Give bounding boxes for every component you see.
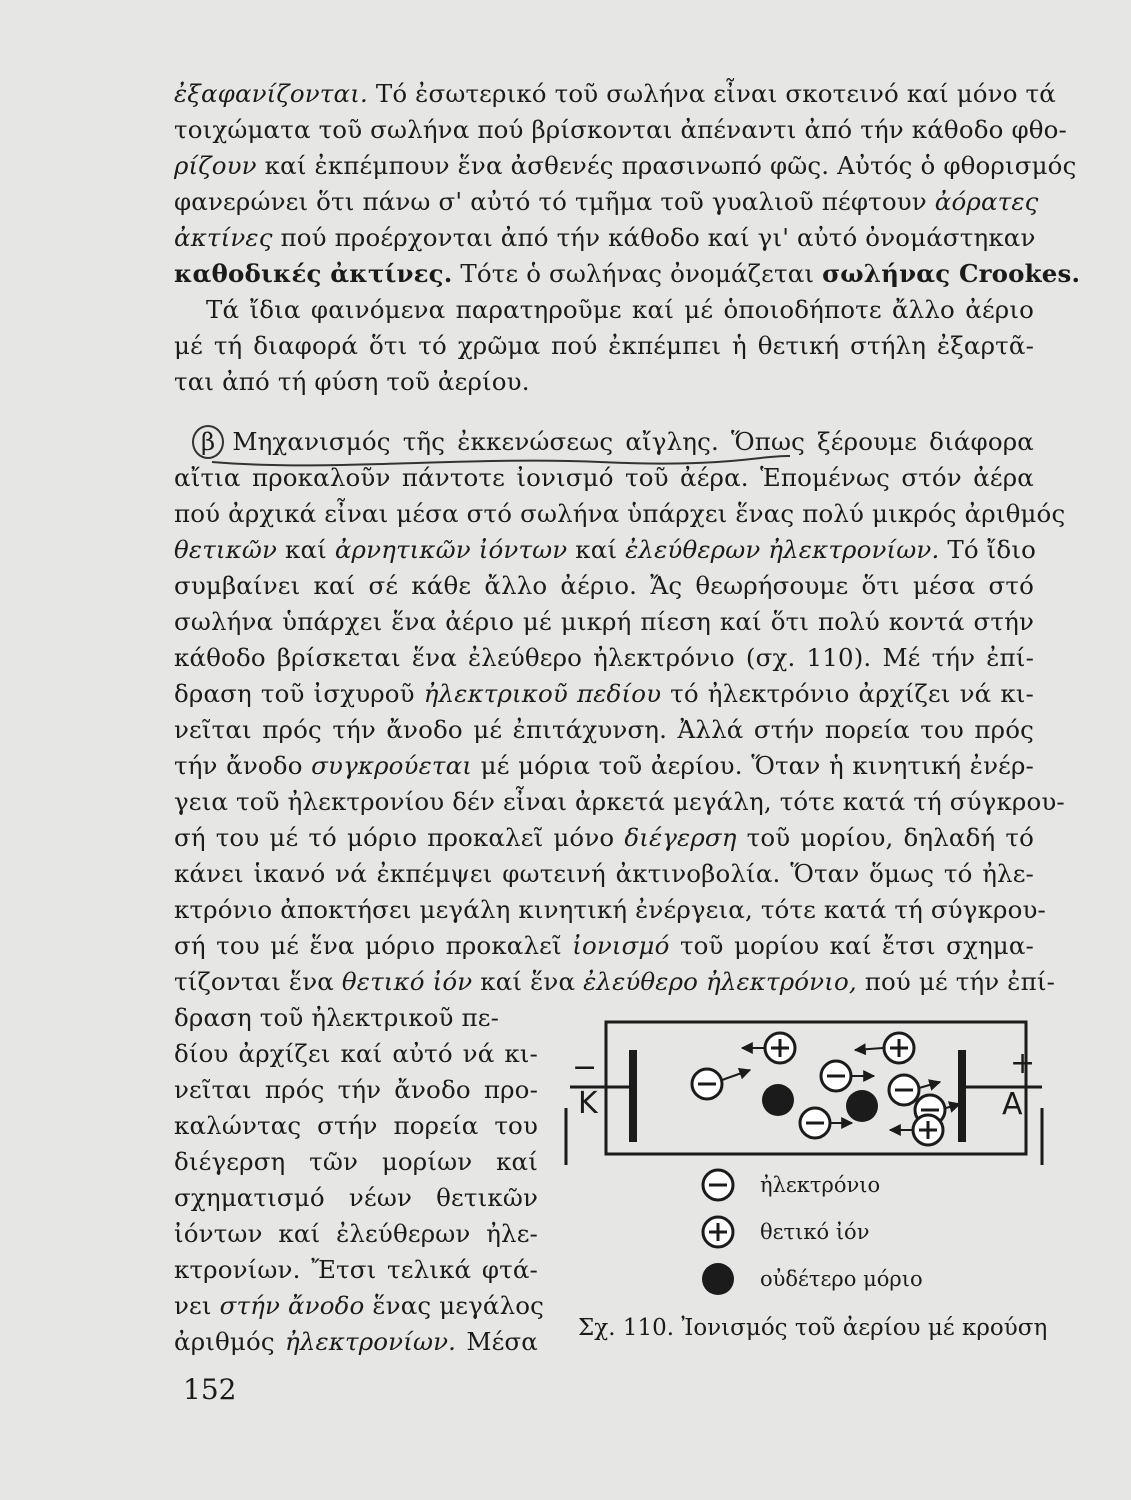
text-line: κάνει ἱκανό νά ἐκπέμψει φωτεινή ἀκτινοβολία. Ὅταν ὅμως τό ἠλε- (174, 859, 1034, 888)
motion-arrow (946, 1104, 960, 1108)
motion-arrow (855, 1048, 883, 1050)
text-line: τίζονται ἕνα θετικό ἰόν καί ἕνα ἐλεύθερο ἠλεκτρόνιο, πού μέ τήν ἐπί- (174, 967, 1056, 996)
anode-plate (958, 1050, 966, 1142)
section-heading: β Μηχανισμός τῆς ἐκκενώσεως αἴγλης. Ὅπως ξέρουμε διάφορα (192, 424, 1034, 460)
anode-label: A (1002, 1087, 1023, 1122)
text-line: σωλήνα ὑπάρχει ἕνα ἀέριο μέ μικρή πίεση καί ὅτι πολύ κοντά στήν (174, 607, 1034, 636)
text-line: σή του μέ τό μόριο προκαλεῖ μόνο διέγερση τοῦ μορίου, δηλαδή τό (174, 823, 1034, 852)
electron-particle (889, 1075, 919, 1105)
text-line: κάθοδο βρίσκεται ἕνα ἐλεύθερο ἠλεκτρόνιο (σχ. 110). Μέ τήν ἐπί- (174, 643, 1034, 672)
text-line: σή του μέ ἕνα μόριο προκαλεῖ ἰονισμό τοῦ μορίου καί ἔτσι σχημα- (174, 931, 1034, 960)
text-line: θετικῶν καί ἀρνητικῶν ἰόντων καί ἐλεύθερων ἠλεκτρονίων. Τό ἴδιο (174, 535, 1036, 564)
motion-arrow (722, 1070, 750, 1080)
positive-ion-particle (913, 1115, 943, 1145)
text-line: πού ἀρχικά εἶναι μέσα στό σωλήνα ὑπάρχει ἕνας πολύ μικρός ἀριθμός (174, 499, 1066, 528)
legend-electron-icon (703, 1170, 733, 1200)
cathode-label: K (578, 1086, 598, 1121)
text-line: σχηματισμό νέων θετικῶν (174, 1183, 538, 1212)
text-line: ἀριθμός ἠλεκτρονίων. Μέσα (174, 1327, 538, 1356)
text-line: ται ἀπό τή φύση τοῦ ἀερίου. (174, 367, 530, 396)
text-line: ἐξαφανίζονται. Τό ἐσωτερικό τοῦ σωλήνα εἶναι σκοτεινό καί μόνο τά (174, 79, 1056, 108)
text-line: ἰόντων καί ἐλεύθερων ἠλε- (174, 1219, 538, 1248)
text-line: κτρόνιο ἀποκτήσει μεγάλη κινητική ἐνέργεια, τότε κατά τή σύγκρου- (174, 895, 1046, 924)
neutral-molecule-particle (762, 1084, 794, 1116)
text-line: νεῖται πρός τήν ἄνοδο προ- (174, 1075, 538, 1104)
text-line: νει στήν ἄνοδο ἕνας μεγάλος (174, 1291, 545, 1320)
text-line: κτρονίων. Ἔτσι τελικά φτά- (174, 1255, 538, 1284)
text-line: καθοδικές ἀκτίνες. Τότε ὁ σωλήνας ὀνομάζεται σωλήνας Crookes. (174, 259, 1081, 288)
text-line: καλώντας στήν πορεία του (174, 1111, 538, 1140)
text-line: ρίζουν καί ἐκπέμπουν ἕνα ἀσθενές πρασινωπό φῶς. Αὐτός ὁ φθορισμός (174, 151, 1077, 180)
legend-positive-ion-label: θετικό ἰόν (760, 1220, 870, 1244)
motion-arrow (919, 1082, 940, 1088)
legend-electron-label: ἠλεκτρόνιο (760, 1173, 881, 1197)
text-line: δραση τοῦ ἰσχυροῦ ἠλεκτρικοῦ πεδίου τό ἠλεκτρόνιο ἀρχίζει νά κι- (174, 679, 1034, 708)
text-line: Τά ἴδια φαινόμενα παρατηροῦμε καί μέ ὁποιοδήποτε ἄλλο ἀέριο (206, 295, 1034, 324)
text-line: συμβαίνει καί σέ κάθε ἄλλο ἀέριο. Ἄς θεωρήσουμε ὅτι μέσα στό (174, 571, 1034, 600)
legend-neutral-molecule-icon (702, 1263, 734, 1295)
plus-sign-label: + (1010, 1046, 1036, 1081)
electron-particle (692, 1069, 722, 1099)
text-line: διέγερση τῶν μορίων καί (174, 1147, 538, 1176)
text-line: τοιχώματα τοῦ σωλήνα πού βρίσκονται ἀπέναντι ἀπό τήν κάθοδο φθο- (174, 115, 1067, 144)
neutral-molecule-particle (846, 1090, 878, 1122)
text-line: τήν ἄνοδο συγκρούεται μέ μόρια τοῦ ἀερίου. Ὅταν ἡ κινητική ἐνέρ- (174, 751, 1034, 780)
text-line: φανερώνει ὅτι πάνω σ' αὐτό τό τμῆμα τοῦ γυαλιοῦ πέφτουν ἀόρατες (174, 187, 1039, 216)
legend-positive-ion-icon (703, 1217, 733, 1247)
text-line: δίου ἀρχίζει καί αὐτό νά κι- (174, 1039, 538, 1068)
text-line: αἴτια προκαλοῦν πάντοτε ἰονισμό τοῦ ἀέρα. Ἑπομένως στόν ἀέρα (174, 463, 1034, 492)
electron-particle (821, 1061, 851, 1091)
text-line: νεῖται πρός τήν ἄνοδο μέ ἐπιτάχυνση. Ἀλλά στήν πορεία του πρός (174, 715, 1034, 744)
text-line: ἀκτίνες πού προέρχονται ἀπό τήν κάθοδο καί γι' αὐτό ὀνομάστηκαν (174, 223, 1036, 252)
page-number: 152 (183, 1373, 237, 1406)
positive-ion-particle (884, 1033, 914, 1063)
cathode-plate (629, 1050, 637, 1142)
text-line: μέ τή διαφορά ὅτι τό χρῶμα πού ἐκπέμπει ἡ θετική στήλη ἐξαρτᾶ- (174, 331, 1034, 360)
positive-ion-particle (765, 1033, 795, 1063)
figure-caption: Σχ. 110. Ἰονισμός τοῦ ἀερίου μέ κρούση (578, 1315, 1048, 1341)
electron-particle (800, 1108, 830, 1138)
minus-sign-label: − (572, 1050, 598, 1085)
text-line: γεια τοῦ ἠλεκτρονίου δέν εἶναι ἀρκετά μεγάλη, τότε κατά τή σύγκρου- (174, 787, 1065, 816)
section-marker: β (192, 425, 224, 459)
legend-neutral-molecule-label: οὐδέτερο μόριο (760, 1267, 923, 1291)
handwritten-underline (212, 456, 790, 465)
text-line: δραση τοῦ ἠλεκτρικοῦ πε- (174, 1003, 500, 1032)
